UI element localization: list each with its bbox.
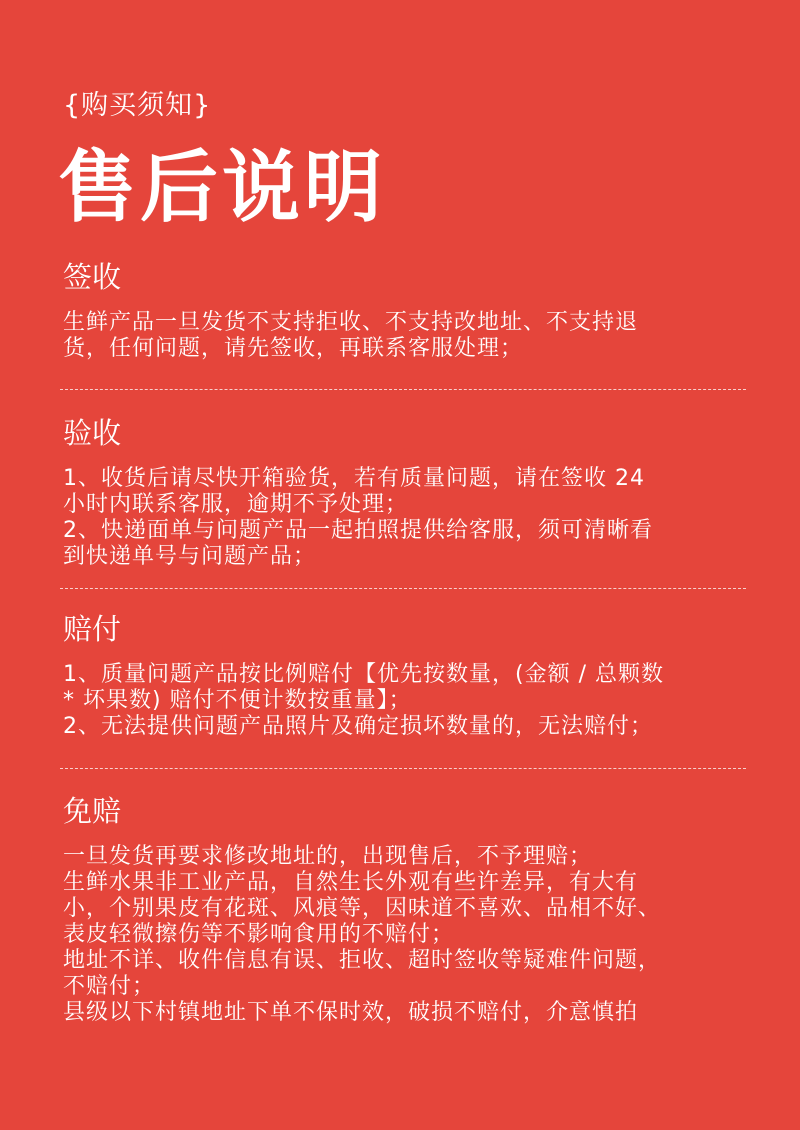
section-body bbox=[63, 466, 753, 570]
section-line: 1、收货后请尽快开箱验货，若有质量问题，请在签收 24 bbox=[63, 466, 645, 491]
section-body bbox=[63, 310, 753, 362]
section-divider bbox=[60, 389, 746, 390]
section-divider bbox=[60, 588, 746, 589]
section-divider bbox=[60, 768, 746, 769]
section-heading: 赔付 bbox=[63, 612, 122, 646]
section-line: 不赔付； bbox=[63, 974, 156, 999]
section-line: 小，个别果皮有花斑、风痕等，因味道不喜欢、品相不好、 bbox=[63, 896, 662, 921]
section-line: 小时内联系客服，逾期不予处理； bbox=[63, 492, 409, 517]
section-sign-for bbox=[63, 258, 753, 362]
section-line: 生鲜产品一旦发货不支持拒收、不支持改地址、不支持退 bbox=[63, 310, 639, 335]
section-line: 地址不详、收件信息有误、拒收、超时签收等疑难件问题， bbox=[63, 948, 662, 973]
section-body bbox=[63, 662, 753, 740]
section-line: 县级以下村镇地址下单不保时效，破损不赔付，介意慎拍 bbox=[63, 1000, 639, 1025]
section-line: 生鲜水果非工业产品，自然生长外观有些许差异，有大有 bbox=[63, 870, 639, 895]
section-line: 货，任何问题，请先签收，再联系客服处理； bbox=[63, 336, 524, 361]
section-line: 到快递单号与问题产品； bbox=[63, 544, 317, 569]
section-line: 2、快递面单与问题产品一起拍照提供给客服，须可清晰看 bbox=[63, 518, 653, 543]
section-heading: 验收 bbox=[63, 416, 122, 450]
section-line: 一旦发货再要求修改地址的，出现售后，不予理赔； bbox=[63, 844, 593, 869]
section-compensation bbox=[63, 610, 753, 740]
section-heading: 免赔 bbox=[63, 794, 122, 828]
page-title: 售后说明 bbox=[58, 143, 387, 233]
page-subtitle: {购买须知} bbox=[63, 90, 212, 121]
section-exemption bbox=[63, 792, 753, 1026]
section-body bbox=[63, 844, 753, 1026]
section-inspection bbox=[63, 414, 753, 570]
section-line: 2、无法提供问题产品照片及确定损坏数量的，无法赔付； bbox=[63, 714, 653, 739]
section-line: 1、质量问题产品按比例赔付【优先按数量，(金额 / 总颗数 bbox=[63, 662, 664, 687]
section-line: * 坏果数) 赔付不便计数按重量】； bbox=[63, 688, 412, 713]
section-line: 表皮轻微擦伤等不影响食用的不赔付； bbox=[63, 922, 455, 947]
section-heading: 签收 bbox=[63, 260, 122, 294]
